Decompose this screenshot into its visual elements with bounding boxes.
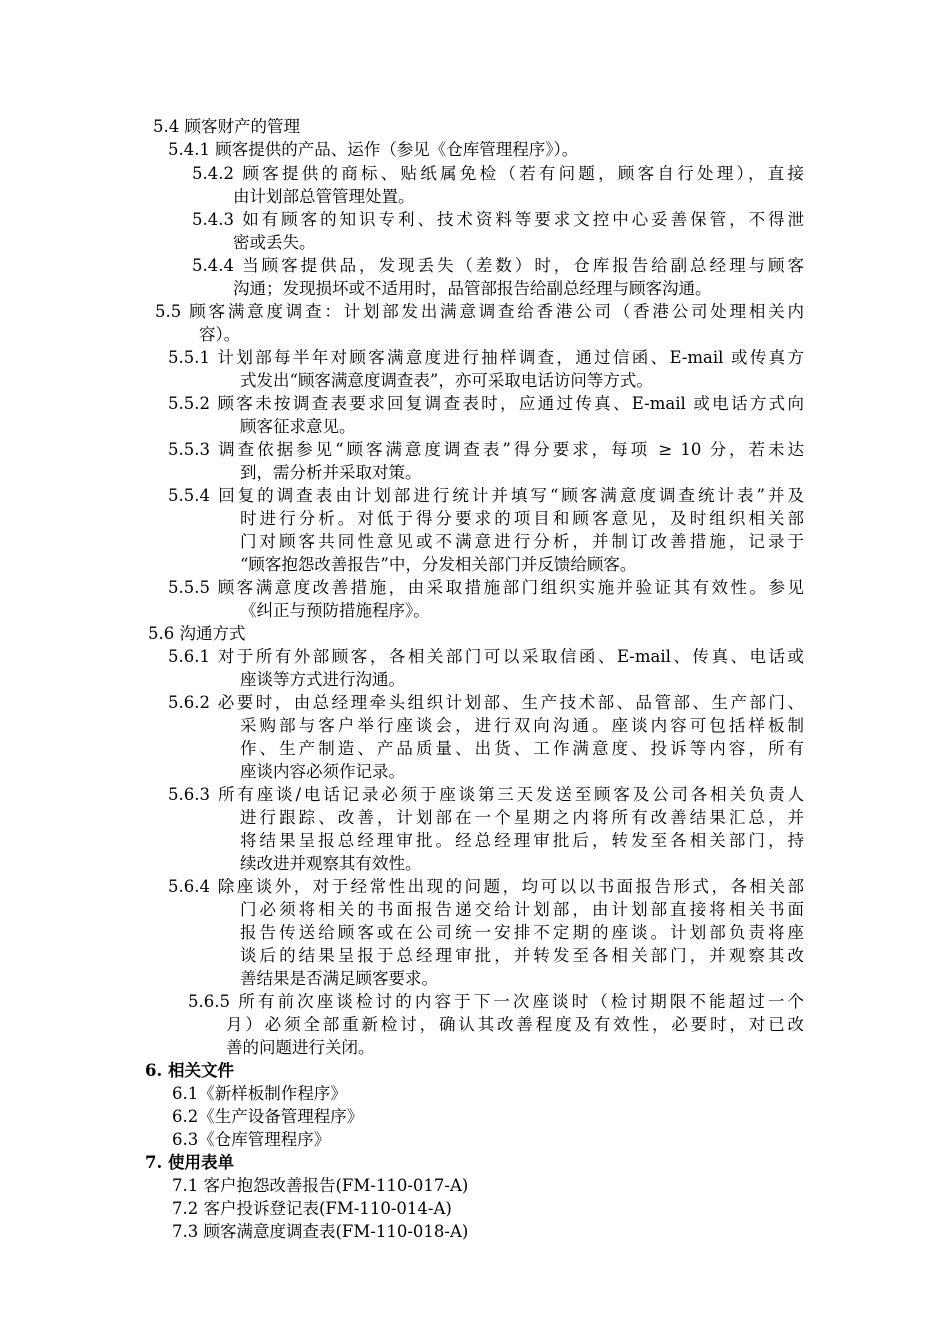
related-doc-1: 6.1《新样板制作程序》 [172, 1084, 347, 1103]
item-5-6-2-cont-2: 作、生产制造、产品质量、出货、工作满意度、投诉等内容，所有 [240, 739, 804, 758]
item-5-4-4: 5.4.4 当顾客提供品，发现丢失（差数）时，仓库报告给副总经理与顾客 [192, 256, 804, 275]
item-5-5-3: 5.5.3 调查依据参见“顾客满意度调查表”得分要求，每项 ≥ 10 分，若未达 [168, 440, 804, 459]
item-5-5-2-cont: 顾客征求意见。 [240, 417, 356, 436]
item-5-6-5: 5.6.5 所有前次座谈检讨的内容于下一次座谈时（检讨期限不能超过一个 [188, 992, 804, 1011]
item-5-5-4-cont-1: 时进行分析。对低于得分要求的项目和顾客意见，及时组织相关部 [240, 509, 804, 528]
item-5-5-1-cont: 式发出“顾客满意度调查表”，亦可采取电话访问等方式。 [240, 371, 653, 390]
item-5-6-3-cont-3: 续改进并观察其有效性。 [240, 854, 422, 873]
item-5-4-2: 5.4.2 顾客提供的商标、贴纸属免检（若有问题，顾客自行处理），直接 [192, 164, 804, 183]
item-5-5-4-cont-2: 门对顾客共同性意见或不满意进行分析，并制订改善措施，记录于 [240, 532, 804, 551]
item-5-5-3-cont: 到，需分析并采取对策。 [240, 463, 422, 482]
item-5-6-2-cont-1: 采购部与客户举行座谈会，进行双向沟通。座谈内容可包括样板制 [240, 716, 804, 735]
section-5-5-title: 5.5 顾客满意度调查：计划部发出满意调查给香港公司（香港公司处理相关内 [155, 302, 804, 321]
item-5-6-5-cont-2: 善的问题进行关闭。 [226, 1038, 375, 1057]
section-5-4-title: 5.4 顾客财产的管理 [153, 117, 300, 136]
item-5-6-1: 5.6.1 对于所有外部顾客，各相关部门可以采取信函、E-mail、传真、电话或 [168, 647, 804, 666]
section-7-title: 7. 使用表单 [145, 1153, 234, 1172]
item-5-5-5: 5.5.5 顾客满意度改善措施，由采取措施部门组织实施并验证其有效性。参见 [168, 578, 804, 597]
item-5-4-2-cont: 由计划部总管管理处置。 [233, 187, 415, 206]
item-5-6-4: 5.6.4 除座谈外，对于经常性出现的问题，均可以以书面报告形式，各相关部 [168, 877, 804, 896]
item-5-6-2: 5.6.2 必要时，由总经理牵头组织计划部、生产技术部、品管部、生产部门、 [168, 693, 804, 712]
item-5-6-4-cont-3: 谈后的结果呈报于总经理审批，并转发至各相关部门，并观察其改 [240, 946, 804, 965]
item-5-6-4-cont-1: 门必须将相关的书面报告递交给计划部，由计划部直接将相关书面 [240, 900, 804, 919]
form-3: 7.3 顾客满意度调查表(FM-110-018-A) [172, 1222, 469, 1241]
item-5-4-4-cont: 沟通；发现损坏或不适用时，品管部报告给副总经理与顾客沟通。 [233, 279, 712, 298]
section-5-6-title: 5.6 沟通方式 [148, 624, 246, 643]
section-5-5-title-cont: 容）。 [199, 325, 241, 344]
related-doc-3: 6.3《仓库管理程序》 [172, 1130, 331, 1149]
item-5-4-3-cont: 密或丢失。 [233, 233, 316, 252]
item-5-5-4-cont-3: “顾客抱怨改善报告”中，分发相关部门并反馈给顾客。 [240, 555, 637, 574]
section-6-title: 6. 相关文件 [145, 1061, 234, 1080]
item-5-6-3-cont-2: 将结果呈报总经理审批。经总经理审批后，转发至各相关部门，持 [240, 831, 804, 850]
item-5-4-1: 5.4.1 顾客提供的产品、运作（参见《仓库管理程序》）。 [168, 140, 579, 159]
item-5-5-1: 5.5.1 计划部每半年对顾客满意度进行抽样调查，通过信函、E-mail 或传真方 [168, 348, 804, 367]
item-5-6-1-cont: 座谈等方式进行沟通。 [240, 670, 405, 689]
item-5-6-3: 5.6.3 所有座谈/电话记录必须于座谈第三天发送至顾客及公司各相关负责人 [168, 785, 804, 804]
form-1: 7.1 客户抱怨改善报告(FM-110-017-A) [172, 1176, 469, 1195]
item-5-6-4-cont-2: 报告传送给顾客或在公司统一安排不定期的座谈。计划部负责将座 [240, 923, 804, 942]
item-5-5-4: 5.5.4 回复的调查表由计划部进行统计并填写“顾客满意度调查统计表”并及 [168, 486, 804, 505]
item-5-4-3: 5.4.3 如有顾客的知识专利、技术资料等要求文控中心妥善保管，不得泄 [192, 210, 804, 229]
related-doc-2: 6.2《生产设备管理程序》 [172, 1107, 364, 1126]
item-5-6-4-cont-4: 善结果是否满足顾客要求。 [240, 969, 438, 988]
item-5-6-2-cont-3: 座谈内容必须作记录。 [240, 762, 405, 781]
item-5-5-2: 5.5.2 顾客未按调查表要求回复调查表时，应通过传真、E-mail 或电话方式向 [168, 394, 804, 413]
item-5-6-3-cont-1: 进行跟踪、改善，计划部在一个星期之内将所有改善结果汇总，并 [240, 808, 804, 827]
form-2: 7.2 客户投诉登记表(FM-110-014-A) [172, 1199, 452, 1218]
item-5-6-5-cont-1: 月）必须全部重新检讨，确认其改善程度及有效性，必要时，对已改 [226, 1015, 804, 1034]
item-5-5-5-cont: 《纠正与预防措施程序》。 [240, 601, 430, 620]
